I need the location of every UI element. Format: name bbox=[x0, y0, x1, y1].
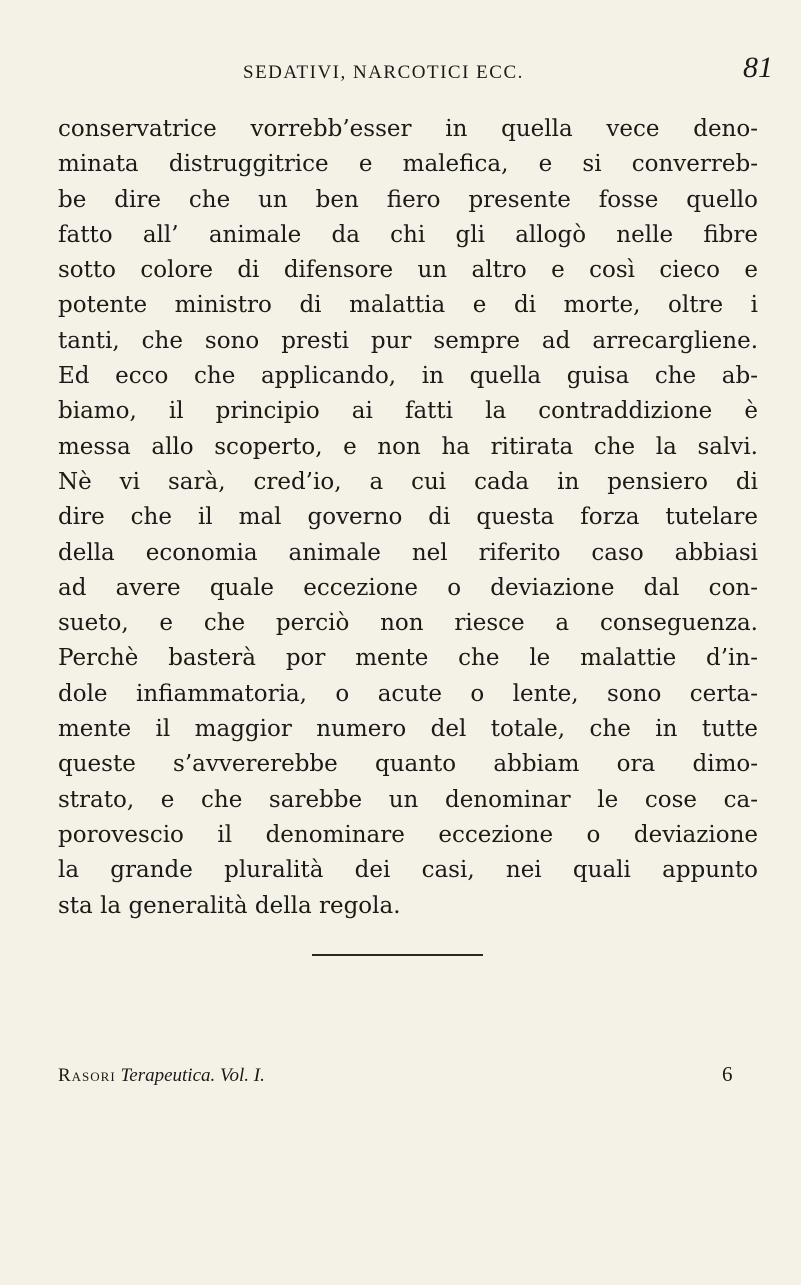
text-line: sueto, e che perciò non riesce a conseguenza. bbox=[58, 610, 758, 637]
signature-mark: 6 bbox=[722, 1062, 733, 1086]
section-rule bbox=[312, 954, 483, 956]
text-line: Nè vi sarà, cred’io, a cui cada in pensiero di bbox=[58, 468, 758, 495]
text-line: be dire che un ben fiero presente fosse quello bbox=[58, 186, 758, 213]
text-line: conservatrice vorrebb’esser in quella vece deno- bbox=[58, 116, 758, 142]
text-line: strato, e che sarebbe un denominar le cose ca- bbox=[58, 786, 758, 813]
text-line: Perchè basterà por mente che le malattie d’in- bbox=[58, 645, 758, 672]
text-line: biamo, il principio ai fatti la contraddizione è bbox=[58, 398, 758, 425]
footer-title: Terapeutica. Vol. I. bbox=[120, 1065, 265, 1086]
text-line: potente ministro di malattia e di morte, oltre i bbox=[58, 292, 758, 319]
text-line: fatto all’ animale da chi gli allogò nelle fibre bbox=[58, 221, 758, 248]
text-line: porovescio il denominare eccezione o deviazione bbox=[58, 821, 758, 848]
text-line: della economia animale nel riferito caso abbiasi bbox=[58, 539, 758, 566]
running-head: SEDATIVI, NARCOTICI ECC. bbox=[243, 62, 524, 83]
text-line: sotto colore di difensore un altro e così cieco e bbox=[58, 257, 758, 284]
text-line: minata distruggitrice e malefica, e si converreb- bbox=[58, 151, 758, 178]
body-text bbox=[58, 112, 758, 924]
text-line: Ed ecco che applicando, in quella guisa che ab- bbox=[58, 363, 758, 390]
page-number: 81 bbox=[743, 51, 773, 84]
text-line: dole infiammatoria, o acute o lente, sono certa- bbox=[58, 680, 758, 707]
footer-author: Rasori bbox=[58, 1065, 116, 1086]
text-line: sta la generalità della regola. bbox=[58, 892, 401, 919]
footer bbox=[58, 1065, 265, 1087]
text-line: mente il maggior numero del totale, che in tutte bbox=[58, 716, 758, 743]
text-line: dire che il mal governo di questa forza tutelare bbox=[58, 504, 758, 531]
text-line: ad avere quale eccezione o deviazione dal con- bbox=[58, 574, 758, 601]
text-line: messa allo scoperto, e non ha ritirata che la salvi. bbox=[58, 433, 758, 460]
text-line: la grande pluralità dei casi, nei quali appunto bbox=[58, 857, 758, 884]
text-line: tanti, che sono presti pur sempre ad arrecargliene. bbox=[58, 327, 758, 354]
text-line: queste s’avvererebbe quanto abbiam ora dimo- bbox=[58, 751, 758, 778]
